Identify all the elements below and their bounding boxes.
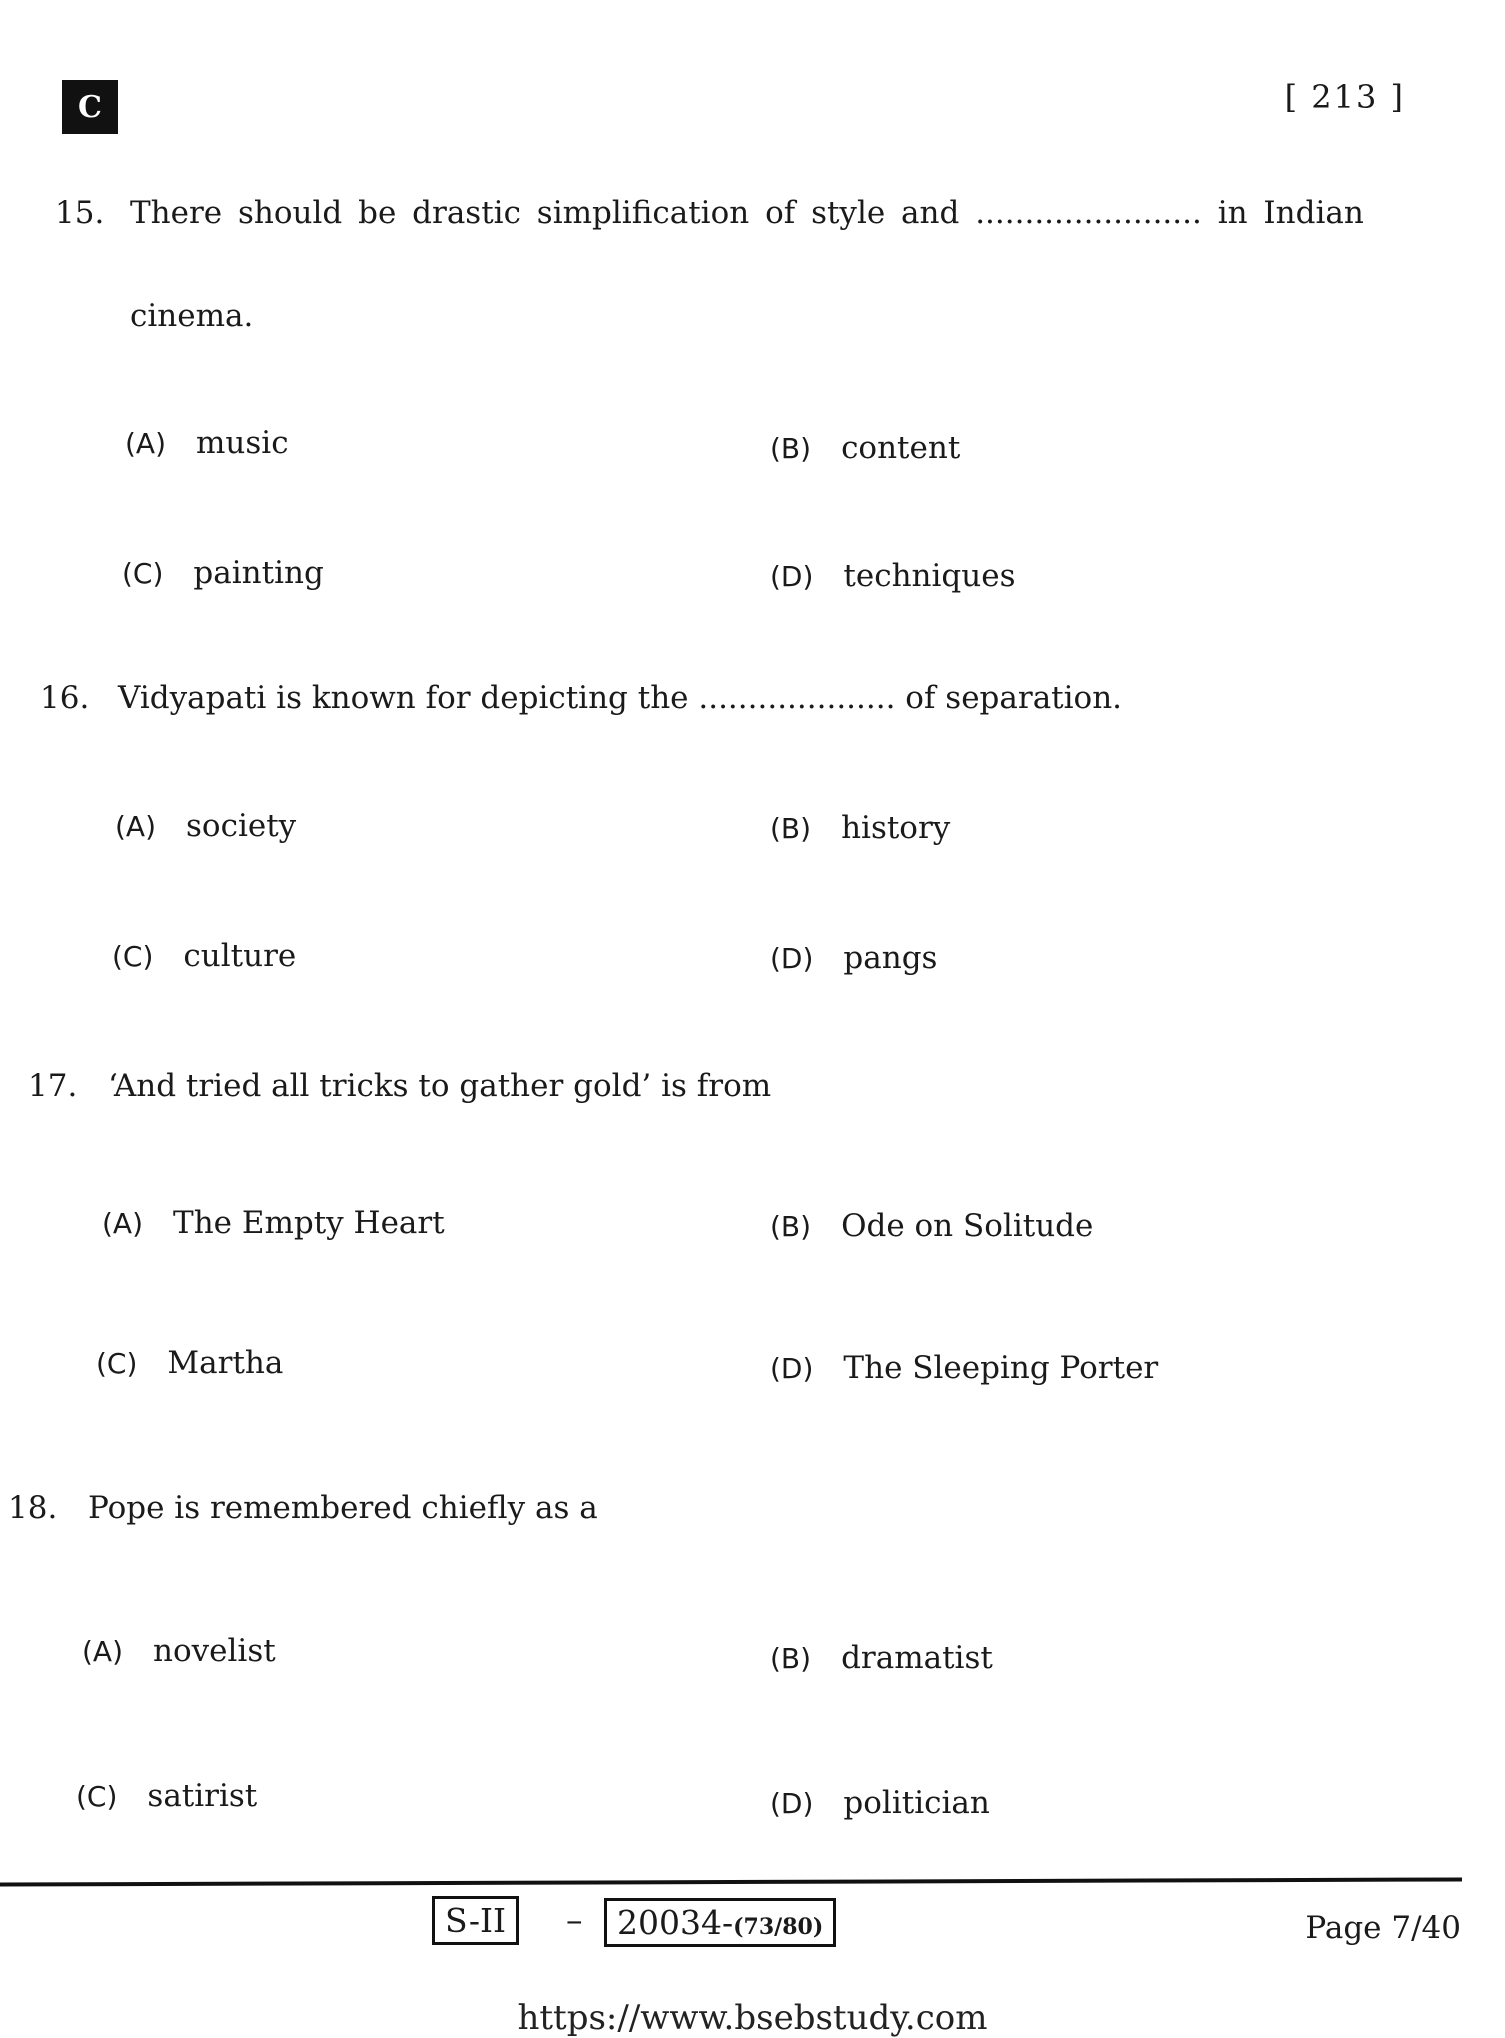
option-18d[interactable]	[770, 1785, 990, 1821]
paper-code-box	[604, 1898, 836, 1947]
option-label: (D)	[770, 560, 814, 593]
question-17-number: 17.	[28, 1068, 78, 1104]
option-17b[interactable]	[770, 1208, 1093, 1244]
question-18-text: Pope is remembered chiefly as a	[88, 1490, 598, 1526]
option-label: (B)	[770, 1642, 812, 1675]
option-label: (C)	[96, 1347, 138, 1380]
option-15d[interactable]	[770, 558, 1016, 594]
question-15-text: There should be drastic simplification of style and ....................... in Indian	[130, 195, 1364, 231]
paper-code-main: 20034-	[617, 1903, 734, 1942]
option-label: (B)	[770, 812, 812, 845]
option-value: The Sleeping Porter	[843, 1350, 1159, 1386]
option-value: painting	[193, 555, 324, 591]
question-18-number: 18.	[8, 1490, 58, 1526]
option-16a[interactable]	[115, 808, 296, 844]
option-value: history	[841, 810, 951, 846]
option-label: (B)	[770, 1210, 812, 1243]
question-16-text: Vidyapati is known for depicting the .................... of separation.	[118, 680, 1123, 716]
option-16d[interactable]	[770, 940, 937, 976]
option-value: The Empty Heart	[173, 1205, 445, 1241]
option-value: society	[186, 808, 297, 844]
option-label: (D)	[770, 1787, 814, 1820]
option-label: (C)	[76, 1780, 118, 1813]
question-17-text: ‘And tried all tricks to gather gold’ is from	[108, 1068, 772, 1104]
option-17c[interactable]	[96, 1345, 283, 1381]
option-label: (A)	[115, 810, 157, 843]
source-url[interactable]: https://www.bsebstudy.com	[517, 1998, 988, 2038]
paper-code: [ 213 ]	[1284, 78, 1405, 116]
option-label: (A)	[125, 427, 167, 460]
series-box: S-II	[432, 1896, 519, 1945]
option-15a[interactable]	[125, 425, 289, 461]
option-value: politician	[843, 1785, 990, 1821]
set-badge: C	[62, 80, 118, 134]
option-value: content	[841, 430, 961, 466]
option-16b[interactable]	[770, 810, 950, 846]
option-label: (B)	[770, 432, 812, 465]
option-label: (C)	[112, 940, 154, 973]
option-value: satirist	[147, 1778, 258, 1814]
option-18c[interactable]	[76, 1778, 257, 1814]
option-label: (A)	[82, 1635, 124, 1668]
option-17d[interactable]	[770, 1350, 1158, 1386]
option-15b[interactable]	[770, 430, 960, 466]
option-17a[interactable]	[102, 1205, 445, 1241]
option-15c[interactable]	[122, 555, 324, 591]
footer-rule	[0, 1877, 1462, 1886]
question-15-text-cont: cinema.	[130, 298, 254, 334]
paper-code-sub: (73/80)	[733, 1914, 824, 1940]
option-value: Martha	[167, 1345, 284, 1381]
question-16-number: 16.	[40, 680, 90, 716]
option-value: dramatist	[841, 1640, 993, 1676]
page-number: Page 7/40	[1305, 1910, 1461, 1946]
option-18a[interactable]	[82, 1633, 276, 1669]
separator-dash: –	[566, 1900, 583, 1939]
question-15-number: 15.	[55, 195, 105, 231]
option-value: culture	[183, 938, 297, 974]
option-label: (D)	[770, 1352, 814, 1385]
option-label: (A)	[102, 1207, 144, 1240]
option-value: Ode on Solitude	[841, 1208, 1094, 1244]
option-label: (C)	[122, 557, 164, 590]
option-value: techniques	[843, 558, 1016, 594]
option-label: (D)	[770, 942, 814, 975]
option-value: music	[196, 425, 289, 461]
option-16c[interactable]	[112, 938, 296, 974]
option-18b[interactable]	[770, 1640, 993, 1676]
option-value: novelist	[153, 1633, 276, 1669]
option-value: pangs	[843, 940, 938, 976]
